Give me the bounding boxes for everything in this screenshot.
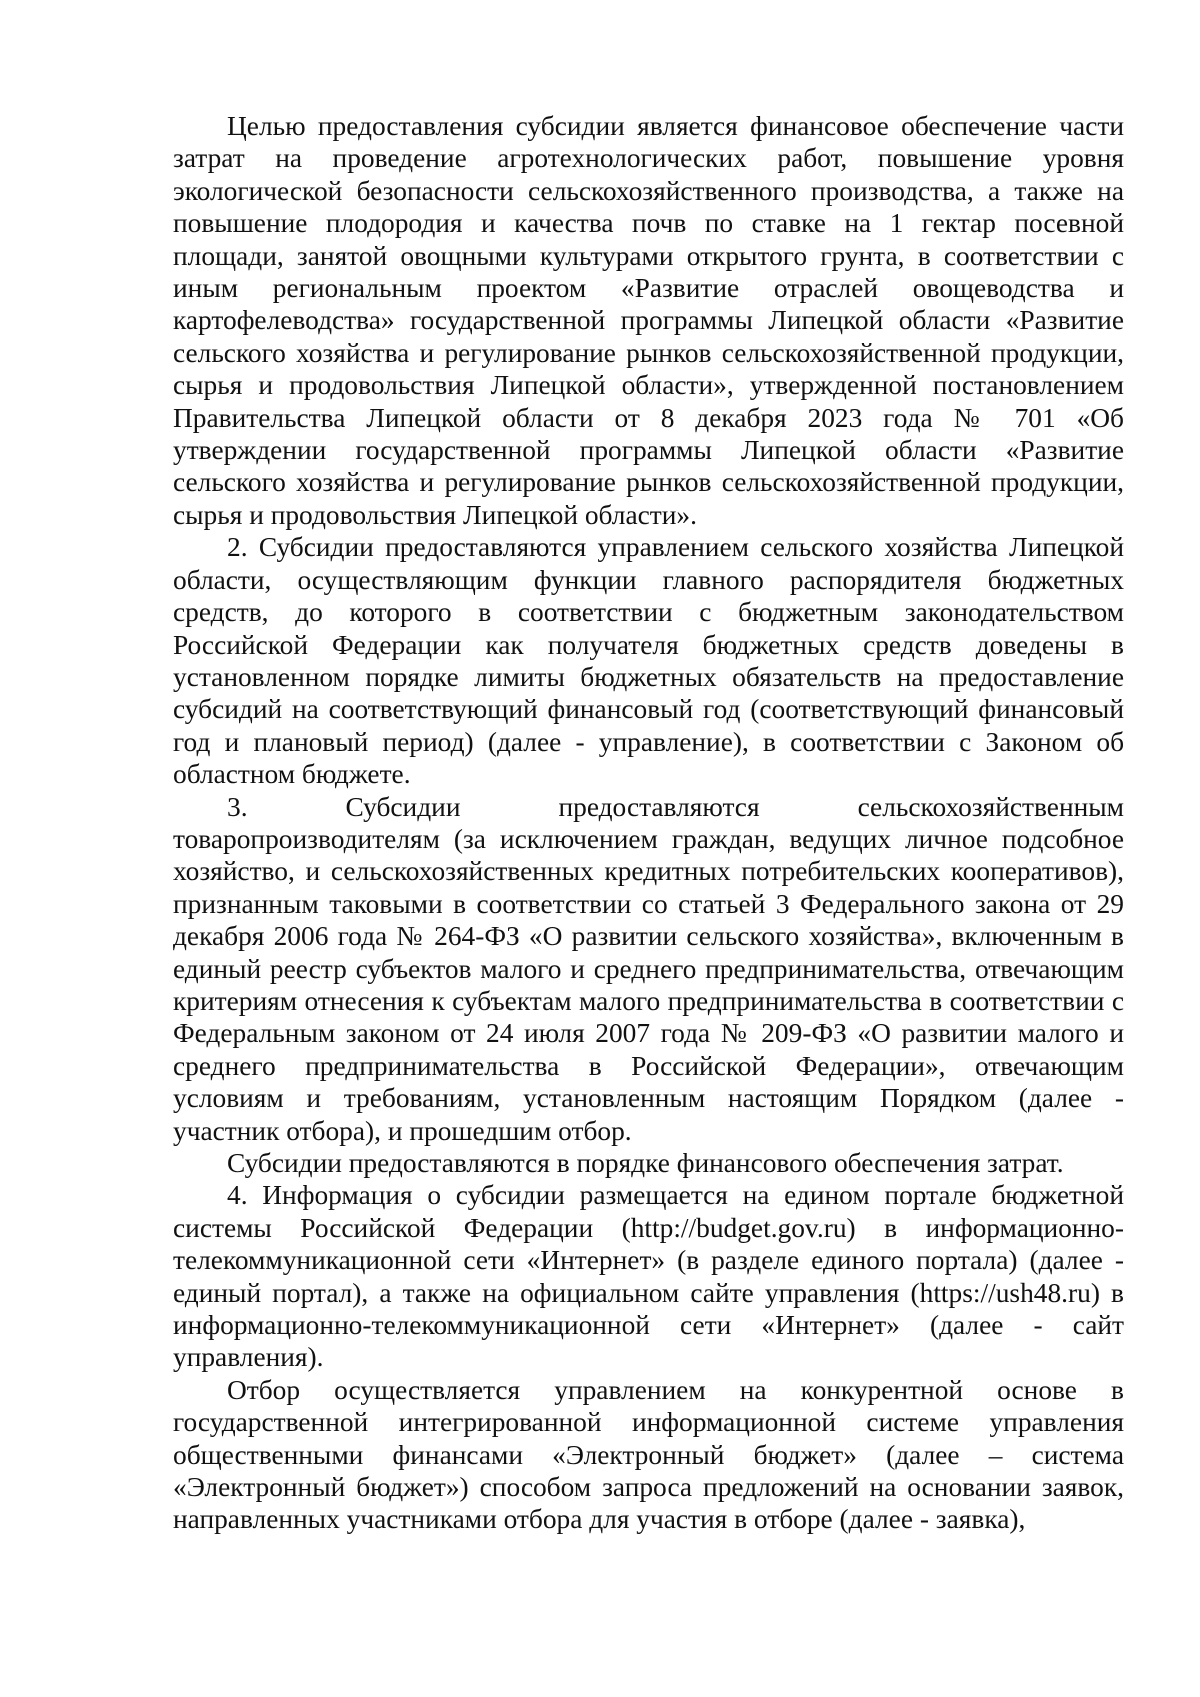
document-page (173, 110, 1124, 1536)
paragraph-subsidy-purpose: Целью предоставления субсидии является финансовое обеспечение части затрат на проведение агротехнологических работ, повышение уровня экологической безопасности сельскохозяйственного производства, а также на повышение плодородия и качества почв по ставке на 1 гектар посевной площади, занятой овощными культурами открытого грунта, в соответствии с иным региональным проектом «Развитие отраслей овощеводства и картофелеводства» государственной программы Липецкой области «Развитие сельского хозяйства и регулирование рынков сельскохозяйственной продукции, сырья и продовольствия Липецкой области», утвержденной постановлением Правительства Липецкой области от 8 декабря 2023 года № 701 «Об утверждении государственной программы Липецкой области «Развитие сельского хозяйства и регулирование рынков сельскохозяйственной продукции, сырья и продовольствия Липецкой области». (173, 111, 1124, 530)
paragraph-4-subsidy-information: 4. Информация о субсидии размещается на едином портале бюджетной системы Российской Федерации (http://budget.gov.ru) в информационно-телекоммуникационной сети «Интернет» (в разделе единого портала) (далее - единый портал), а также на официальном сайте управления (https://ush48.ru) в информационно-телекоммуникационной сети «Интернет» (далее - сайт управления). (173, 1180, 1124, 1373)
paragraph-2-subsidy-provider: 2. Субсидии предоставляются управлением сельского хозяйства Липецкой области, осуществляющим функции главного распорядителя бюджетных средств, до которого в соответствии с бюджетным законодательством Российской Федерации как получателя бюджетных средств доведены в установленном порядке лимиты бюджетных обязательств на предоставление субсидий на соответствующий финансовый год (соответствующий финансовый год и плановый период) (далее - управление), в соответствии с Законом об областном бюджете. (173, 532, 1124, 790)
paragraph-subsidy-procedure: Субсидии предоставляются в порядке финансового обеспечения затрат. (227, 1148, 1064, 1178)
paragraph-selection-process: Отбор осуществляется управлением на конкурентной основе в государственной интегрированной информационной системе управления общественными финансами «Электронный бюджет» (далее – система «Электронный бюджет») способом запроса предложений на основании заявок, направленных участниками отбора для участия в отборе (далее - заявка), (173, 1374, 1124, 1535)
paragraph-3-subsidy-recipients: 3. Субсидии предоставляются сельскохозяйственным товаропроизводителям (за исключением граждан, ведущих личное подсобное хозяйство, и сельскохозяйственных кредитных потребительских кооперативов), признанным таковыми в соответствии со статьей 3 Федерального закона от 29 декабря 2006 года № 264-ФЗ «О развитии сельского хозяйства», включенным в единый реестр субъектов малого и среднего предпринимательства, отвечающим критериям отнесения к субъектам малого предпринимательства в соответствии с Федеральным законом от 24 июля 2007 года № 209-ФЗ «О развитии малого и среднего предпринимательства в Российской Федерации», отвечающим условиям и требованиям, установленным настоящим Порядком (далее - участник отбора), и прошедшим отбор. (173, 791, 1124, 1146)
